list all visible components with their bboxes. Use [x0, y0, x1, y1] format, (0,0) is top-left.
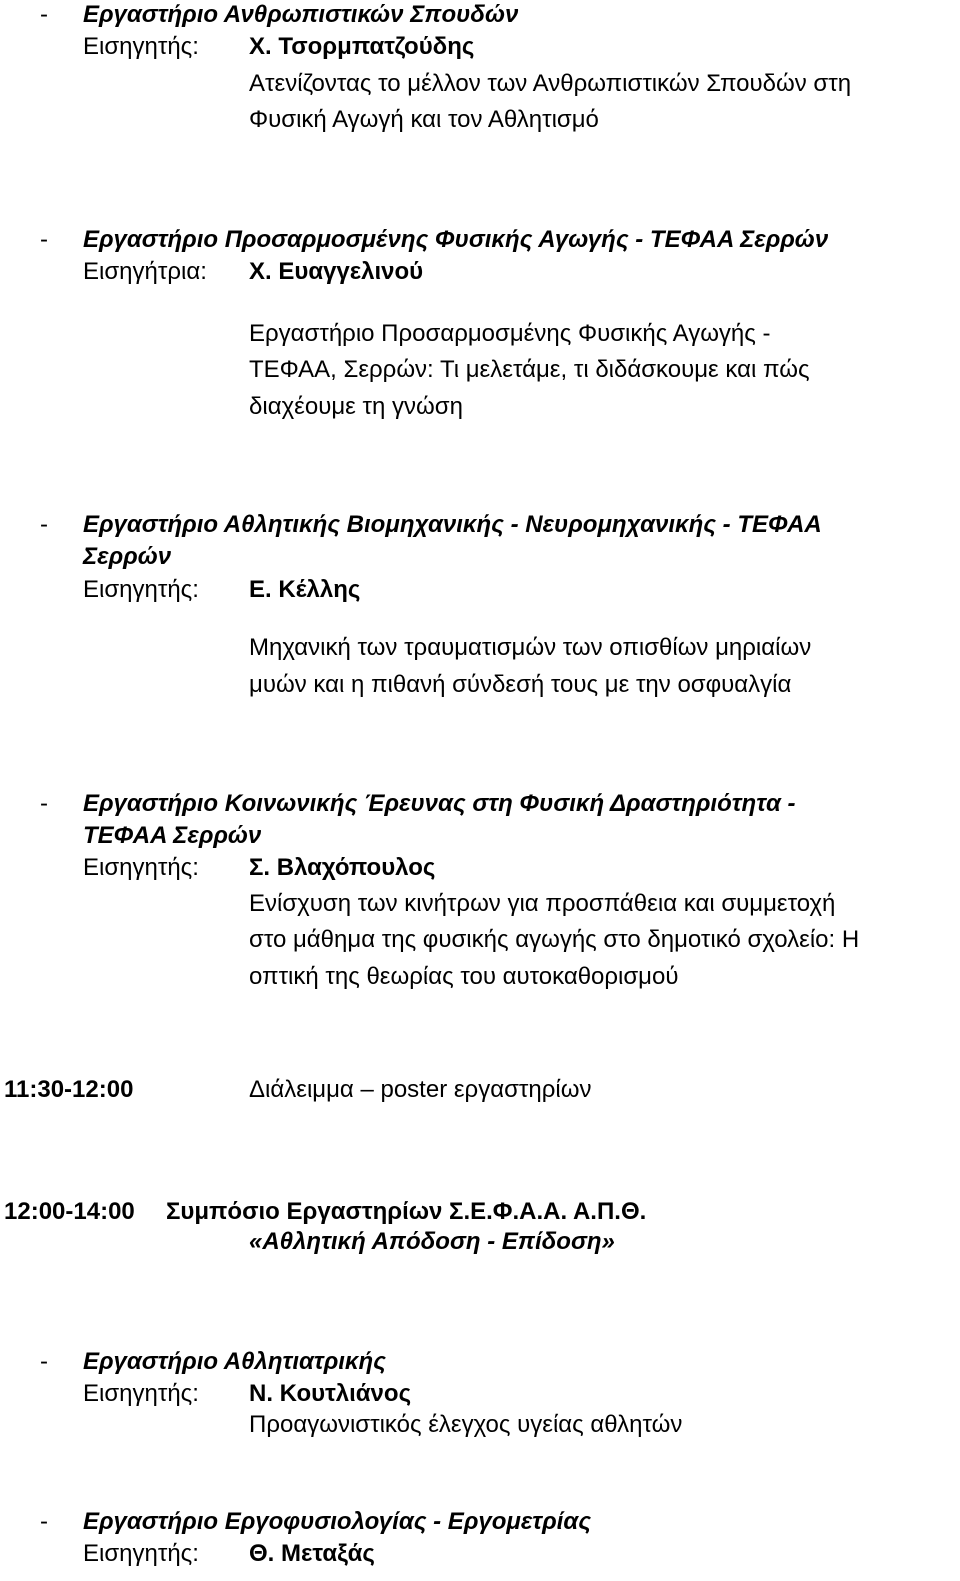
talk-title-line: Μηχανική των τραυματισμών των οπισθίων μηριαίων: [249, 634, 812, 661]
lab-title-line: Εργαστήριο Αθλητικής Βιομηχανικής - Νευρομηχανικής - ΤΕΦΑΑ: [83, 511, 822, 538]
speaker-name: Ν. Κουτλιάνος: [249, 1380, 412, 1407]
talk-title-line: οπτική της θεωρίας του αυτοκαθορισμού: [249, 963, 679, 990]
speaker-name: Σ. Βλαχόπουλος: [249, 854, 436, 881]
bullet-dash: -: [40, 1348, 48, 1375]
lab-title-line: Εργαστήριο Κοινωνικής Έρευνας στη Φυσική Δραστηριότητα -: [83, 790, 796, 817]
lab-title: Εργαστήριο Ανθρωπιστικών Σπουδών: [83, 1, 519, 28]
speaker-label: Εισηγητής:: [83, 1380, 199, 1407]
bullet-dash: -: [40, 511, 48, 538]
speaker-name: Χ. Ευαγγελινού: [249, 258, 424, 285]
symposium-title: Συμπόσιο Εργαστηρίων Σ.Ε.Φ.Α.Α. Α.Π.Θ.: [166, 1198, 647, 1225]
bullet-dash: -: [40, 1508, 48, 1535]
talk-title-line: διαχέουμε τη γνώση: [249, 393, 463, 420]
bullet-dash: -: [40, 1, 48, 28]
talk-title-line: Εργαστήριο Προσαρμοσμένης Φυσικής Αγωγής -: [249, 320, 771, 347]
talk-title-line: Προαγωνιστικός έλεγχος υγείας αθλητών: [249, 1411, 683, 1438]
lab-title-line: ΤΕΦΑΑ Σερρών: [83, 822, 262, 849]
bullet-dash: -: [40, 226, 48, 253]
symposium-time: 12:00-14:00: [4, 1198, 135, 1225]
symposium-subtitle: «Αθλητική Απόδοση - Επίδοση»: [249, 1228, 615, 1255]
break-description: Διάλειμμα – poster εργαστηρίων: [249, 1076, 592, 1103]
speaker-name: Θ. Μεταξάς: [249, 1540, 375, 1567]
speaker-name: Ε. Κέλλης: [249, 576, 361, 603]
talk-title-line: στο μάθημα της φυσικής αγωγής στο δημοτικό σχολείο: Η: [249, 926, 860, 953]
break-time: 11:30-12:00: [4, 1076, 134, 1103]
bullet-dash: -: [40, 790, 48, 817]
lab-title-line: Σερρών: [83, 543, 172, 570]
lab-title: Εργαστήριο Προσαρμοσμένης Φυσικής Αγωγής - ΤΕΦΑΑ Σερρών: [83, 226, 829, 253]
lab-title: Εργαστήριο Εργοφυσιολογίας - Εργομετρίας: [83, 1508, 591, 1535]
speaker-label: Εισηγήτρια:: [83, 258, 207, 285]
talk-title-line: ΤΕΦΑΑ, Σερρών: Τι μελετάμε, τι διδάσκουμε και πώς: [249, 356, 810, 383]
talk-title-line: μυών και η πιθανή σύνδεσή τους με την οσφυαλγία: [249, 671, 792, 698]
speaker-label: Εισηγητής:: [83, 1540, 199, 1567]
speaker-label: Εισηγητής:: [83, 576, 199, 603]
speaker-name: Χ. Τσορμπατζούδης: [249, 33, 475, 60]
talk-title-line: Ενίσχυση των κινήτρων για προσπάθεια και συμμετοχή: [249, 890, 836, 917]
talk-title-line: Ατενίζοντας το μέλλον των Ανθρωπιστικών Σπουδών στη: [249, 70, 852, 97]
speaker-label: Εισηγητής:: [83, 854, 199, 881]
speaker-label: Εισηγητής:: [83, 33, 199, 60]
talk-title-line: Φυσική Αγωγή και τον Αθλητισμό: [249, 106, 599, 133]
lab-title: Εργαστήριο Αθλητιατρικής: [83, 1348, 386, 1375]
